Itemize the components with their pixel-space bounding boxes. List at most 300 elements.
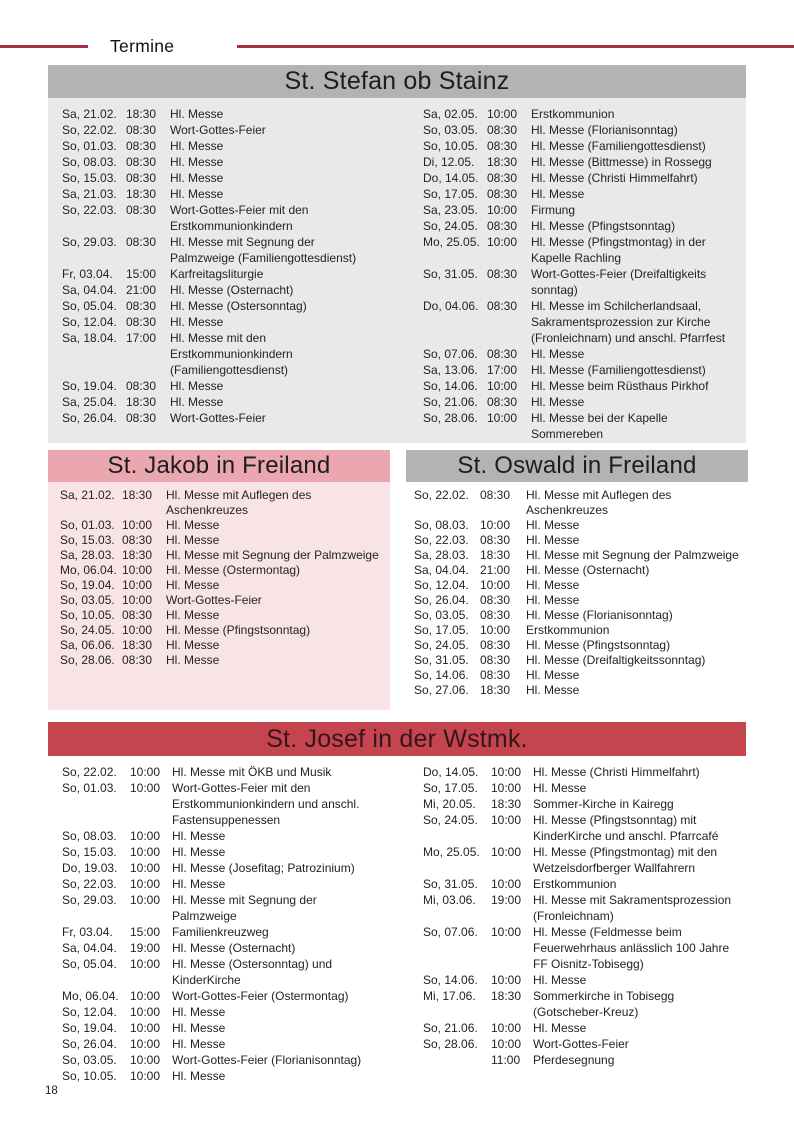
event-date: So, 29.03. <box>62 893 117 907</box>
event-time: 10:00 <box>491 973 522 987</box>
section-body-st-stefan <box>48 98 746 443</box>
event-time: 15:00 <box>130 925 161 939</box>
schedule-row <box>62 282 385 298</box>
event-time: 10:00 <box>491 845 522 859</box>
event-time: 08:30 <box>487 171 518 185</box>
schedule-row <box>62 780 385 828</box>
event-date: Sa, 06.06. <box>60 638 115 652</box>
event-description: Hl. Messe <box>170 155 224 169</box>
event-time: 08:30 <box>122 533 153 547</box>
event-description: Hl. Messe <box>531 395 585 409</box>
event-time: 18:30 <box>122 548 153 562</box>
event-description: Hl. Messe mit ÖKB und Musik <box>172 765 332 779</box>
schedule-row <box>62 1052 385 1068</box>
event-description: Hl. Messe (Josefitag; Patrozinium) <box>172 861 355 875</box>
schedule-row <box>423 186 746 202</box>
event-description: Hl. Messe (Familiengottesdienst) <box>531 363 706 377</box>
event-time: 08:30 <box>487 347 518 361</box>
event-description: Hl. Messe <box>172 1069 226 1083</box>
event-date: So, 03.05. <box>60 593 115 607</box>
event-description: Hl. Messe mit Segnung der Palmzweige (Familiengottesdienst) <box>170 235 357 265</box>
event-description: Hl. Messe <box>170 107 224 121</box>
event-time: 08:30 <box>126 139 157 153</box>
event-date: So, 07.06. <box>423 347 478 361</box>
event-time: 10:00 <box>130 861 161 875</box>
middle-sections-row <box>48 450 746 710</box>
schedule-row <box>414 563 748 578</box>
event-time: 08:30 <box>480 593 511 607</box>
event-description: Hl. Messe mit Segnung der Palmzweige <box>172 893 317 923</box>
event-time: 08:30 <box>126 379 157 393</box>
event-time: 10:00 <box>491 1037 522 1051</box>
event-date: So, 22.03. <box>414 533 469 547</box>
event-description: Hl. Messe <box>170 379 224 393</box>
event-date: So, 15.03. <box>62 845 117 859</box>
schedule-row <box>414 518 748 533</box>
event-date: So, 14.06. <box>423 973 478 987</box>
event-date: So, 31.05. <box>423 267 478 281</box>
schedule-row <box>423 1020 746 1036</box>
schedule-row <box>423 1052 746 1068</box>
page-number: 18 <box>45 1085 58 1097</box>
event-description: Hl. Messe (Florianisonntag) <box>531 123 678 137</box>
schedule-row <box>423 106 746 122</box>
event-description: Hl. Messe (Osternacht) <box>526 563 650 577</box>
event-description: Wort-Gottes-Feier (Dreifaltigkeits sonntag) <box>531 267 707 297</box>
schedule-row <box>60 608 390 623</box>
event-date: Sa, 13.06. <box>423 363 478 377</box>
event-description: Hl. Messe (Pfingstsonntag) mit KinderKirche und anschl. Pfarrcafé <box>533 813 719 843</box>
event-time: 18:30 <box>122 638 153 652</box>
event-time: 10:00 <box>491 1021 522 1035</box>
event-description: Hl. Messe <box>526 578 580 592</box>
event-description: Hl. Messe <box>166 653 220 667</box>
schedule-column-right <box>409 98 746 443</box>
event-time: 10:00 <box>487 411 518 425</box>
event-date: Mo, 25.05. <box>423 845 480 859</box>
schedule-row <box>414 548 748 563</box>
event-description: Karfreitagsliturgie <box>170 267 264 281</box>
event-date: Mo, 06.04. <box>62 989 119 1003</box>
event-date: So, 10.05. <box>423 139 478 153</box>
event-time: 18:30 <box>126 187 157 201</box>
event-time: 08:30 <box>480 608 511 622</box>
event-description: Hl. Messe beim Rüsthaus Pirkhof <box>531 379 709 393</box>
event-date: So, 07.06. <box>423 925 478 939</box>
schedule-rows <box>406 482 748 698</box>
schedule-row <box>62 186 385 202</box>
event-description: Hl. Messe <box>172 877 226 891</box>
event-date: So, 22.02. <box>62 123 117 137</box>
event-date: Sa, 28.03. <box>60 548 115 562</box>
event-time: 10:00 <box>480 578 511 592</box>
event-time: 08:30 <box>480 653 511 667</box>
section-st-josef <box>48 722 746 1084</box>
schedule-row <box>423 362 746 378</box>
event-description: Pferdesegnung <box>533 1053 615 1067</box>
event-description: Hl. Messe <box>533 1021 587 1035</box>
event-time: 18:30 <box>122 488 153 502</box>
event-time: 18:30 <box>126 107 157 121</box>
event-date: So, 26.04. <box>62 411 117 425</box>
event-date: Do, 04.06. <box>423 299 479 313</box>
event-description: Wort-Gottes-Feier <box>166 593 262 607</box>
event-time: 08:30 <box>480 488 511 502</box>
event-date: Sa, 21.02. <box>60 488 115 502</box>
event-description: Wort-Gottes-Feier mit den Erstkommunionkindern <box>170 203 309 233</box>
event-time: 18:30 <box>491 797 522 811</box>
event-description: Firmung <box>531 203 576 217</box>
event-date: So, 22.03. <box>62 203 117 217</box>
event-date: Sa, 23.05. <box>423 203 478 217</box>
event-time: 10:00 <box>130 1021 161 1035</box>
event-date: So, 22.02. <box>414 488 469 502</box>
page-kicker: Termine <box>110 36 175 56</box>
event-date: So, 08.03. <box>62 155 117 169</box>
event-time: 17:00 <box>487 363 518 377</box>
event-time: 08:30 <box>126 315 157 329</box>
schedule-row <box>62 138 385 154</box>
event-date: So, 21.06. <box>423 1021 478 1035</box>
schedule-row <box>414 683 748 698</box>
event-description: Hl. Messe (Pfingstsonntag) <box>526 638 671 652</box>
event-time: 08:30 <box>480 668 511 682</box>
event-date: So, 28.06. <box>423 1037 478 1051</box>
event-description: Hl. Messe <box>166 638 220 652</box>
event-date: Do, 14.05. <box>423 171 479 185</box>
event-date: So, 28.06. <box>60 653 115 667</box>
event-description: Hl. Messe (Christi Himmelfahrt) <box>533 765 700 779</box>
section-body-st-oswald <box>406 482 748 698</box>
event-description: Hl. Messe <box>526 533 580 547</box>
event-time: 08:30 <box>487 219 518 233</box>
schedule-row <box>423 218 746 234</box>
event-date: Sa, 18.04. <box>62 331 117 345</box>
event-description: Hl. Messe (Pfingstmontag) mit den Wetzelsdorfberger Wallfahrern <box>533 845 718 875</box>
schedule-column-left <box>48 756 385 1084</box>
event-date: So, 28.06. <box>423 411 478 425</box>
schedule-row <box>423 796 746 812</box>
event-time: 10:00 <box>487 203 518 217</box>
event-description: Hl. Messe <box>166 518 220 532</box>
schedule-row <box>62 892 385 924</box>
event-time: 08:30 <box>480 533 511 547</box>
event-date: So, 17.05. <box>423 781 478 795</box>
event-description: Hl. Messe mit Auflegen des Aschenkreuzes <box>526 488 672 517</box>
section-title-st-josef: St. Josef in der Wstmk. <box>48 722 746 756</box>
schedule-row <box>414 638 748 653</box>
event-description: Wort-Gottes-Feier (Ostermontag) <box>172 989 349 1003</box>
event-date: So, 24.05. <box>414 638 469 652</box>
schedule-row <box>62 330 385 378</box>
event-time: 17:00 <box>126 331 157 345</box>
schedule-row <box>62 924 385 940</box>
event-date: So, 31.05. <box>414 653 469 667</box>
event-time: 10:00 <box>130 1069 161 1083</box>
event-description: Sommerkirche in Tobisegg (Gotscheber-Kreuz) <box>533 989 675 1019</box>
event-date: So, 08.03. <box>62 829 117 843</box>
event-description: Hl. Messe <box>531 187 585 201</box>
event-description: Hl. Messe <box>170 187 224 201</box>
schedule-rows <box>48 98 385 426</box>
schedule-row <box>423 924 746 972</box>
event-date: So, 01.03. <box>62 139 117 153</box>
schedule-row <box>414 578 748 593</box>
event-time: 08:30 <box>126 235 157 249</box>
event-time: 10:00 <box>491 813 522 827</box>
schedule-row <box>60 653 390 668</box>
event-time: 10:00 <box>491 925 522 939</box>
event-date: Sa, 04.04. <box>414 563 469 577</box>
event-description: Hl. Messe mit Auflegen des Aschenkreuzes <box>166 488 312 517</box>
schedule-row <box>62 1004 385 1020</box>
event-date: So, 24.05. <box>60 623 115 637</box>
event-date: Fr, 03.04. <box>62 267 113 281</box>
event-date: So, 14.06. <box>414 668 469 682</box>
event-time: 21:00 <box>480 563 511 577</box>
event-time: 10:00 <box>130 989 161 1003</box>
schedule-row <box>62 298 385 314</box>
section-st-oswald <box>406 450 748 710</box>
event-description: Hl. Messe mit Sakramentsprozession (Fronleichnam) <box>533 893 732 923</box>
kicker-rule-left <box>0 45 88 48</box>
event-time: 10:00 <box>130 1053 161 1067</box>
schedule-row <box>62 154 385 170</box>
schedule-row <box>62 860 385 876</box>
schedule-row <box>414 593 748 608</box>
event-date: So, 19.04. <box>62 1021 117 1035</box>
event-time: 18:30 <box>487 155 518 169</box>
schedule-row <box>60 533 390 548</box>
event-description: Hl. Messe <box>166 578 220 592</box>
schedule-row <box>423 972 746 988</box>
event-description: Hl. Messe <box>170 315 224 329</box>
event-date: So, 22.03. <box>62 877 117 891</box>
event-date: Mi, 17.06. <box>423 989 476 1003</box>
event-time: 10:00 <box>491 781 522 795</box>
event-date: So, 10.05. <box>62 1069 117 1083</box>
event-time: 15:00 <box>126 267 157 281</box>
event-time: 19:00 <box>491 893 522 907</box>
event-time: 08:30 <box>480 638 511 652</box>
event-date: So, 01.03. <box>62 781 117 795</box>
schedule-row <box>414 608 748 623</box>
schedule-row <box>423 988 746 1020</box>
event-time: 10:00 <box>122 623 153 637</box>
schedule-row <box>423 170 746 186</box>
event-time: 18:30 <box>491 989 522 1003</box>
event-description: Familienkreuzweg <box>172 925 269 939</box>
event-description: Hl. Messe (Familiengottesdienst) <box>531 139 706 153</box>
event-description: Hl. Messe <box>526 518 580 532</box>
schedule-row <box>423 346 746 362</box>
kicker-rule-right <box>237 45 794 48</box>
event-time: 08:30 <box>487 299 518 313</box>
event-date: Do, 19.03. <box>62 861 118 875</box>
schedule-row <box>62 314 385 330</box>
schedule-row <box>423 410 746 442</box>
event-description: Hl. Messe <box>172 1021 226 1035</box>
section-body-st-josef <box>48 756 746 1084</box>
schedule-row <box>423 780 746 796</box>
event-time: 08:30 <box>122 608 153 622</box>
event-date: So, 12.04. <box>62 1005 117 1019</box>
event-description: Hl. Messe (Osternacht) <box>170 283 294 297</box>
event-time: 08:30 <box>487 123 518 137</box>
event-time: 10:00 <box>480 623 511 637</box>
event-time: 10:00 <box>480 518 511 532</box>
event-description: Hl. Messe (Dreifaltigkeitssonntag) <box>526 653 706 667</box>
event-date: Sa, 04.04. <box>62 283 117 297</box>
event-description: Hl. Messe (Bittmesse) in Rossegg <box>531 155 712 169</box>
schedule-row <box>60 638 390 653</box>
event-time: 18:30 <box>126 395 157 409</box>
section-st-stefan <box>48 65 746 443</box>
event-date: So, 26.04. <box>414 593 469 607</box>
event-time: 10:00 <box>130 829 161 843</box>
event-time: 10:00 <box>487 107 518 121</box>
event-description: Hl. Messe (Osternacht) <box>172 941 296 955</box>
schedule-row <box>423 764 746 780</box>
event-time: 10:00 <box>487 235 518 249</box>
event-description: Hl. Messe <box>533 781 587 795</box>
schedule-row <box>62 410 385 426</box>
event-time: 10:00 <box>130 765 161 779</box>
event-time: 10:00 <box>122 578 153 592</box>
event-date: So, 05.04. <box>62 299 117 313</box>
event-description: Erstkommunion <box>531 107 615 121</box>
event-description: Hl. Messe (Florianisonntag) <box>526 608 673 622</box>
schedule-row <box>423 1036 746 1052</box>
schedule-row <box>62 1036 385 1052</box>
event-description: Wort-Gottes-Feier (Florianisonntag) <box>172 1053 362 1067</box>
schedule-row <box>423 812 746 844</box>
event-date: Sa, 21.03. <box>62 187 117 201</box>
schedule-row <box>62 1068 385 1084</box>
schedule-row <box>62 234 385 266</box>
schedule-row <box>423 298 746 346</box>
event-description: Hl. Messe mit den Erstkommunionkindern (Familiengottesdienst) <box>170 331 293 377</box>
event-time: 10:00 <box>122 518 153 532</box>
event-description: Hl. Messe mit Segnung der Palmzweige <box>166 548 379 562</box>
schedule-row <box>423 202 746 218</box>
schedule-row <box>62 378 385 394</box>
event-description: Wort-Gottes-Feier <box>170 123 266 137</box>
event-date: So, 01.03. <box>60 518 115 532</box>
schedule-rows <box>409 98 746 442</box>
event-time: 10:00 <box>130 1037 161 1051</box>
event-description: Hl. Messe mit Segnung der Palmzweige <box>526 548 739 562</box>
event-date: Do, 14.05. <box>423 765 479 779</box>
event-description: Hl. Messe <box>533 973 587 987</box>
event-date: So, 27.06. <box>414 683 469 697</box>
schedule-row <box>62 828 385 844</box>
event-date: So, 03.05. <box>423 123 478 137</box>
schedule-row <box>62 988 385 1004</box>
schedule-row <box>423 122 746 138</box>
event-time: 10:00 <box>130 845 161 859</box>
schedule-row <box>414 653 748 668</box>
schedule-row <box>60 488 390 518</box>
schedule-row <box>60 593 390 608</box>
event-date: So, 15.03. <box>62 171 117 185</box>
event-description: Hl. Messe <box>170 139 224 153</box>
event-time: 08:30 <box>126 203 157 217</box>
event-description: Hl. Messe <box>170 171 224 185</box>
event-time: 10:00 <box>491 765 522 779</box>
event-description: Hl. Messe <box>166 608 220 622</box>
event-date: So, 14.06. <box>423 379 478 393</box>
event-time: 10:00 <box>491 877 522 891</box>
schedule-row <box>414 533 748 548</box>
event-description: Hl. Messe (Pfingstsonntag) <box>531 219 676 233</box>
schedule-column-left <box>48 98 385 443</box>
event-description: Hl. Messe <box>526 593 580 607</box>
event-description: Hl. Messe <box>526 668 580 682</box>
event-date: Fr, 03.04. <box>62 925 113 939</box>
schedule-row <box>423 138 746 154</box>
event-description: Hl. Messe (Pfingstmontag) in der Kapelle Rachling <box>531 235 706 265</box>
event-description: Hl. Messe <box>531 347 585 361</box>
event-time: 10:00 <box>130 957 161 971</box>
event-description: Hl. Messe im Schilcherlandsaal, Sakramentsprozession zur Kirche (Fronleichnam) und anschl. Pfarrfest <box>531 299 726 345</box>
schedule-row <box>423 876 746 892</box>
schedule-column-right <box>409 756 746 1084</box>
event-description: Sommer-Kirche in Kairegg <box>533 797 674 811</box>
schedule-row <box>62 876 385 892</box>
event-description: Hl. Messe <box>526 683 580 697</box>
event-time: 08:30 <box>487 187 518 201</box>
event-time: 08:30 <box>487 139 518 153</box>
schedule-row <box>62 394 385 410</box>
event-date: So, 05.04. <box>62 957 117 971</box>
event-date: So, 17.05. <box>414 623 469 637</box>
schedule-row <box>62 170 385 186</box>
event-description: Hl. Messe (Feldmesse beim Feuerwehrhaus anlässlich 100 Jahre FF Oisnitz-Tobisegg) <box>533 925 730 971</box>
schedule-row <box>60 578 390 593</box>
event-description: Wort-Gottes-Feier mit den Erstkommunionkindern und anschl. Fastensuppenessen <box>172 781 360 827</box>
schedule-row <box>423 394 746 410</box>
event-time: 08:30 <box>126 171 157 185</box>
event-time: 18:30 <box>480 683 511 697</box>
event-time: 08:30 <box>126 411 157 425</box>
schedule-rows <box>409 756 746 1068</box>
event-time: 18:30 <box>480 548 511 562</box>
schedule-row <box>62 202 385 234</box>
event-date: So, 24.05. <box>423 813 478 827</box>
event-date: Mi, 20.05. <box>423 797 476 811</box>
event-time: 10:00 <box>130 877 161 891</box>
event-date: So, 26.04. <box>62 1037 117 1051</box>
event-date: So, 21.06. <box>423 395 478 409</box>
schedule-rows <box>48 756 385 1084</box>
event-date: So, 15.03. <box>60 533 115 547</box>
schedule-row <box>414 668 748 683</box>
section-title-st-oswald: St. Oswald in Freiland <box>406 450 748 482</box>
schedule-row <box>62 844 385 860</box>
event-date: So, 29.03. <box>62 235 117 249</box>
event-date: Sa, 04.04. <box>62 941 117 955</box>
event-time: 10:00 <box>122 593 153 607</box>
event-description: Wort-Gottes-Feier <box>170 411 266 425</box>
schedule-row <box>60 623 390 638</box>
event-description: Hl. Messe bei der Kapelle Sommereben <box>531 411 668 441</box>
event-date: So, 08.03. <box>414 518 469 532</box>
event-date: So, 10.05. <box>60 608 115 622</box>
event-description: Hl. Messe <box>172 1037 226 1051</box>
event-time: 21:00 <box>126 283 157 297</box>
event-time: 10:00 <box>122 563 153 577</box>
